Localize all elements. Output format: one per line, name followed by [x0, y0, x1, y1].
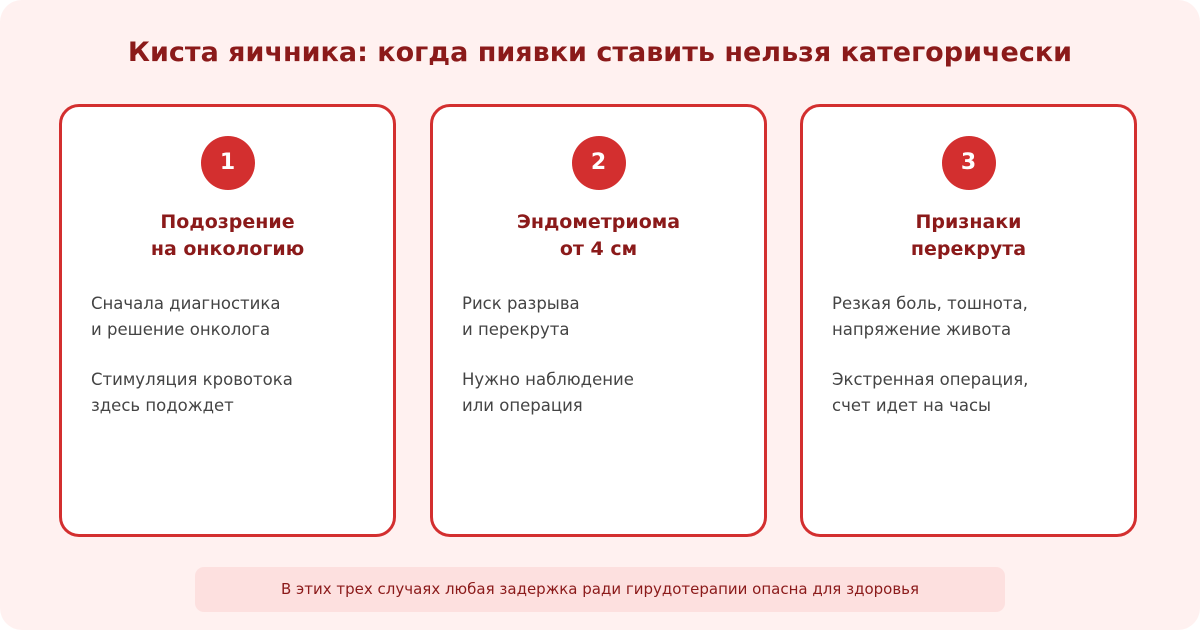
card-endometrioma: [430, 104, 767, 537]
card-title-line: Признаки: [915, 211, 1022, 233]
step-number-badge: 3: [942, 136, 996, 190]
card-note-line: счет идет на часы: [832, 396, 992, 415]
card-note-line: и решение онколога: [91, 320, 271, 339]
card-note: [462, 291, 580, 343]
card-torsion: [800, 104, 1137, 537]
card-note: [832, 367, 1028, 419]
card-title-line: на онкологию: [150, 238, 305, 260]
card-title-line: Подозрение: [160, 211, 295, 233]
card-note-line: Сначала диагностика: [91, 294, 281, 313]
card-note: [91, 367, 293, 419]
card-title: [433, 209, 764, 263]
card-note-line: напряжение живота: [832, 320, 1012, 339]
footer-warning: В этих трех случаях любая задержка ради гирудотерапии опасна для здоровья: [195, 567, 1005, 612]
card-note: [91, 291, 280, 343]
card-title-line: от 4 см: [559, 238, 638, 260]
card-oncology: [59, 104, 396, 537]
card-title-line: перекрута: [910, 238, 1027, 260]
card-note: [462, 367, 634, 419]
card-title: [62, 209, 393, 263]
card-title-line: Эндометриома: [516, 211, 681, 233]
card-note-line: Стимуляция кровотока: [91, 370, 293, 389]
card-note-line: Нужно наблюдение: [462, 370, 634, 389]
step-number-badge: 2: [572, 136, 626, 190]
card-note: [832, 291, 1028, 343]
card-note-line: или операция: [462, 396, 583, 415]
card-note-line: Риск разрыва: [462, 294, 580, 313]
step-number-badge: 1: [201, 136, 255, 190]
card-note-line: Экстренная операция,: [832, 370, 1029, 389]
page-title: Киста яичника: когда пиявки ставить нельзя категорически: [127, 37, 1073, 68]
card-title: [803, 209, 1134, 263]
card-note-line: и перекрута: [462, 320, 570, 339]
card-note-line: здесь подождет: [91, 396, 234, 415]
card-note-line: Резкая боль, тошнота,: [832, 294, 1028, 313]
